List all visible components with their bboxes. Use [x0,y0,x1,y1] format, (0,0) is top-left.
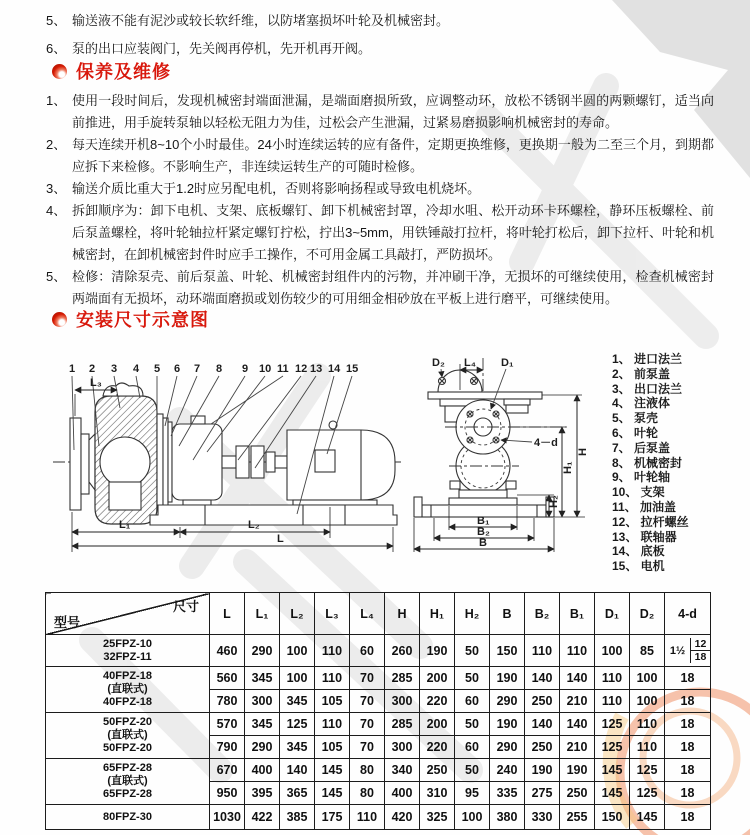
table-cell: 460 [210,635,245,667]
callout-number: 15 [346,363,359,375]
table-cell: 560 [210,667,245,690]
table-cell-4d: 1½ 12 18 [665,635,711,667]
table-cell: 365 [280,782,315,805]
table-cell: 110 [560,635,595,667]
table-cell: 50 [455,667,490,690]
table-cell: 70 [350,736,385,759]
callout-number: 1 [69,363,76,375]
corner-label-size: 尺寸 [172,599,199,614]
table-cell: 290 [490,736,525,759]
callout-number: 8 [216,363,223,375]
table-cell: 400 [385,782,420,805]
table-cell: 100 [455,805,490,830]
table-cell: 300 [245,690,280,713]
dim-label-h: H [577,448,589,456]
model-cell: 50FPZ-20 (直联式) 50FPZ-20 [46,713,210,759]
table-cell: 275 [525,782,560,805]
table-cell: 250 [420,759,455,782]
table-cell: 110 [315,667,350,690]
table-cell: 110 [525,635,560,667]
table-cell: 100 [630,667,665,690]
table-cell: 140 [560,667,595,690]
model-cell: 65FPZ-28 (直联式) 65FPZ-28 [46,759,210,805]
table-cell: 950 [210,782,245,805]
section-bullet-icon [52,64,67,79]
column-header: L₃ [315,593,350,635]
table-cell: 285 [385,713,420,736]
parts-list-item: 4、 注液体 [612,396,671,411]
table-cell: 210 [560,736,595,759]
table-cell: 50 [455,635,490,667]
table-cell-4d: 18 [665,690,711,713]
parts-list-item: 10、 支架 [612,485,665,500]
item-number: 1、 [46,93,67,108]
table-cell: 290 [490,690,525,713]
table-cell: 100 [630,690,665,713]
table-cell: 310 [420,782,455,805]
table-cell: 345 [280,736,315,759]
column-header: L [210,593,245,635]
table-cell: 330 [525,805,560,830]
callout-number: 5 [154,363,161,375]
table-cell: 190 [525,759,560,782]
maintenance-list [46,90,714,310]
dimension-table [45,592,711,830]
table-cell: 140 [525,713,560,736]
table-cell: 145 [630,805,665,830]
callout-number: 13 [310,363,323,375]
callout-number: 2 [89,363,96,375]
table-cell: 110 [350,805,385,830]
table-cell: 150 [595,805,630,830]
parts-list-item: 11、 加油盖 [612,499,677,514]
table-cell: 145 [315,782,350,805]
table-cell-4d: 18 [665,782,711,805]
section-title: 安装尺寸示意图 [76,310,209,330]
dim-label-l: L [277,533,284,545]
table-cell: 290 [245,736,280,759]
table-cell: 125 [630,759,665,782]
column-header: B [490,593,525,635]
corner-label-model: 型号 [54,615,81,630]
table-cell: 385 [280,805,315,830]
dim-label-l3: L₃ [90,377,102,389]
dim-label-b1: B₁ [477,515,490,527]
column-header: H₁ [420,593,455,635]
table-cell: 70 [350,667,385,690]
table-cell: 300 [385,736,420,759]
table-cell: 250 [525,690,560,713]
table-cell: 105 [315,690,350,713]
parts-list-item: 8、 机械密封 [612,455,683,470]
parts-list [612,352,747,574]
table-cell: 220 [420,690,455,713]
list-item [46,38,714,60]
table-cell: 50 [455,759,490,782]
table-cell: 210 [560,690,595,713]
table-cell: 200 [420,713,455,736]
table-cell: 340 [385,759,420,782]
item-text: 输送液不能有泥沙或较长软纤维，以防堵塞损坏叶轮及机械密封。 [72,13,450,28]
column-header: 4-d [665,593,711,635]
dim-label-l4: L₄ [464,357,476,369]
table-cell: 290 [245,635,280,667]
parts-list-item: 13、 联轴器 [612,529,677,544]
table-cell: 140 [280,759,315,782]
list-item [46,134,714,178]
table-cell: 70 [350,713,385,736]
item-text: 使用一段时间后，发现机械密封端面泄漏，是端面磨损所致，应调整动环，放松不锈钢半圆的两颗螺钉，适当向前推进，用手旋转泵轴以轻松无阻力为佳，过松会产生泄漏，过紧易磨损影响机械密封的寿命。 [72,93,714,130]
table-cell: 790 [210,736,245,759]
dim-label-h2: H₂ [548,495,560,508]
section-bullet-icon [52,312,67,327]
callout-number: 4 [133,363,140,375]
table-cell: 345 [280,690,315,713]
table-cell: 670 [210,759,245,782]
table-cell: 422 [245,805,280,830]
item-number: 6、 [46,41,67,56]
callout-number: 9 [242,363,249,375]
item-number: 4、 [46,203,67,218]
table-cell: 110 [315,635,350,667]
table-cell: 285 [385,667,420,690]
table-cell: 60 [455,736,490,759]
callout-number: 11 [277,363,289,375]
table-cell: 95 [455,782,490,805]
parts-list-item: 5、 泵壳 [612,411,659,426]
column-header: D₁ [595,593,630,635]
table-cell: 200 [420,667,455,690]
table-cell: 110 [595,667,630,690]
dim-label-h1: H₁ [562,461,574,474]
callout-number: 10 [259,363,272,375]
table-cell: 175 [315,805,350,830]
callout-number: 12 [295,363,308,375]
pump-front-view [414,357,589,552]
callout-number: 6 [174,363,181,375]
table-cell: 190 [490,667,525,690]
table-cell: 220 [420,736,455,759]
list-item [46,266,714,310]
item-text: 输送介质比重大于1.2时应另配电机，否则将影响扬程或导致电机烧坏。 [72,181,481,196]
table-cell: 250 [560,782,595,805]
table-cell: 145 [315,759,350,782]
table-cell: 150 [490,635,525,667]
column-header: B₂ [525,593,560,635]
table-cell: 50 [455,713,490,736]
table-cell: 125 [630,782,665,805]
table-cell: 260 [385,635,420,667]
parts-list-item: 7、 后泵盖 [612,440,671,455]
table-cell: 420 [385,805,420,830]
column-header: D₂ [630,593,665,635]
column-header: L₂ [280,593,315,635]
column-header: L₄ [350,593,385,635]
table-cell: 110 [315,713,350,736]
parts-list-item: 14、 底板 [612,544,665,559]
dim-label-b2: B₂ [477,526,490,538]
table-cell: 100 [280,635,315,667]
item-text: 检修：清除泵壳、前后泵盖、叶轮、机械密封组件内的污物，并冲刷干净，无损坏的可继续使用，检查机械密封两端面有无损坏，动环端面磨损或划伤较少的可用细金相砂放在平板上进行磨平，可继续使用。 [72,269,714,306]
list-item [46,200,714,266]
table-cell-4d: 18 [665,713,711,736]
table-cell: 70 [350,690,385,713]
table-cell-4d: 18 [665,805,711,830]
parts-list-item: 1、 进口法兰 [612,352,683,366]
parts-list-item: 6、 叶轮 [612,425,659,440]
table-cell: 125 [595,736,630,759]
table-cell: 60 [455,690,490,713]
table-cell: 80 [350,782,385,805]
table-cell: 400 [245,759,280,782]
table-cell: 110 [595,690,630,713]
model-cell: 80FPZ-30 [46,805,210,830]
section-heading-installation [52,306,209,332]
column-header: H₂ [455,593,490,635]
list-item [46,178,714,200]
table-cell: 145 [595,782,630,805]
callout-number: 3 [111,363,118,375]
table-cell: 335 [490,782,525,805]
table-cell-4d: 18 [665,736,711,759]
parts-list-item: 3、 出口法兰 [612,381,683,396]
model-cell: 40FPZ-18 (直联式) 40FPZ-18 [46,667,210,713]
item-text: 拆卸顺序为：卸下电机、支架、底板螺钉、卸下机械密封罩，冷却水咀、松开动环卡环螺栓，静环压板螺栓、前后泵盖螺栓，将叶轮轴拉杆紧定螺钉拧松，拧出3~5mm，用铁锤敲打拉杆，将叶轮打松后，卸下拉杆、叶轮和机械密封，在卸机械密封件时应手工操作，不可用金属工具敲打，严防损坏。 [72,203,714,262]
table-cell: 380 [490,805,525,830]
installation-dimension-diagram [45,350,605,590]
dim-label-b: B [479,537,487,549]
table-cell: 125 [595,713,630,736]
list-item [46,90,714,134]
dim-label-l2: L₂ [248,519,260,531]
section-heading-maintenance [52,58,171,84]
table-cell: 240 [490,759,525,782]
table-cell: 345 [245,667,280,690]
table-cell: 85 [630,635,665,667]
column-header: H [385,593,420,635]
callout-number: 7 [194,363,201,375]
table-cell: 325 [420,805,455,830]
parts-list-item: 2、 前泵盖 [612,366,671,381]
item-number: 5、 [46,13,67,28]
table-row [46,667,711,690]
item-number: 2、 [46,137,67,152]
table-cell: 780 [210,690,245,713]
table-cell: 190 [560,759,595,782]
parts-list-item: 9、 叶轮轴 [612,470,671,485]
item-text: 泵的出口应装阀门，先关阀再停机，先开机再开阀。 [72,41,372,56]
dim-label-l1: L₁ [119,519,131,531]
table-row [46,713,711,736]
pump-side-view [53,363,401,552]
table-cell: 80 [350,759,385,782]
table-cell: 345 [245,713,280,736]
table-cell: 110 [630,713,665,736]
table-cell: 140 [525,667,560,690]
table-cell: 1030 [210,805,245,830]
table-cell: 140 [560,713,595,736]
table-cell: 100 [595,635,630,667]
section-title: 保养及维修 [76,62,171,82]
parts-list-item: 12、 拉杆螺丝 [612,514,689,529]
table-cell: 100 [280,667,315,690]
table-cell: 300 [385,690,420,713]
table-row [46,635,711,667]
table-row [46,805,711,830]
table-corner-cell [46,593,210,635]
dim-label-4d: 4－d [534,437,558,449]
table-cell: 250 [525,736,560,759]
table-cell: 255 [560,805,595,830]
column-header: L₁ [245,593,280,635]
table-cell: 105 [315,736,350,759]
table-cell: 125 [280,713,315,736]
model-cell: 25FPZ-10 32FPZ-11 [46,635,210,667]
dim-label-d2: D₂ [432,357,445,369]
table-cell: 190 [420,635,455,667]
table-cell: 395 [245,782,280,805]
table-cell: 570 [210,713,245,736]
table-cell-4d: 18 [665,759,711,782]
dim-label-d1: D₁ [501,357,514,369]
table-cell: 60 [350,635,385,667]
table-cell: 145 [595,759,630,782]
table-cell-4d: 18 [665,667,711,690]
table-cell: 110 [630,736,665,759]
item-text: 每天连续开机8~10个小时最佳。24小时连续运转的应有备件，定期更换维修，更换期一般为二至三个月，到期都应拆下来检修。不影响生产，非连续运转生产的可随时检修。 [72,137,714,174]
column-header: B₁ [560,593,595,635]
list-item [46,10,714,32]
item-number: 5、 [46,269,67,284]
table-cell: 190 [490,713,525,736]
parts-list-item: 15、 电机 [612,559,665,574]
table-row [46,759,711,782]
callout-number: 14 [328,363,341,375]
item-number: 3、 [46,181,67,196]
